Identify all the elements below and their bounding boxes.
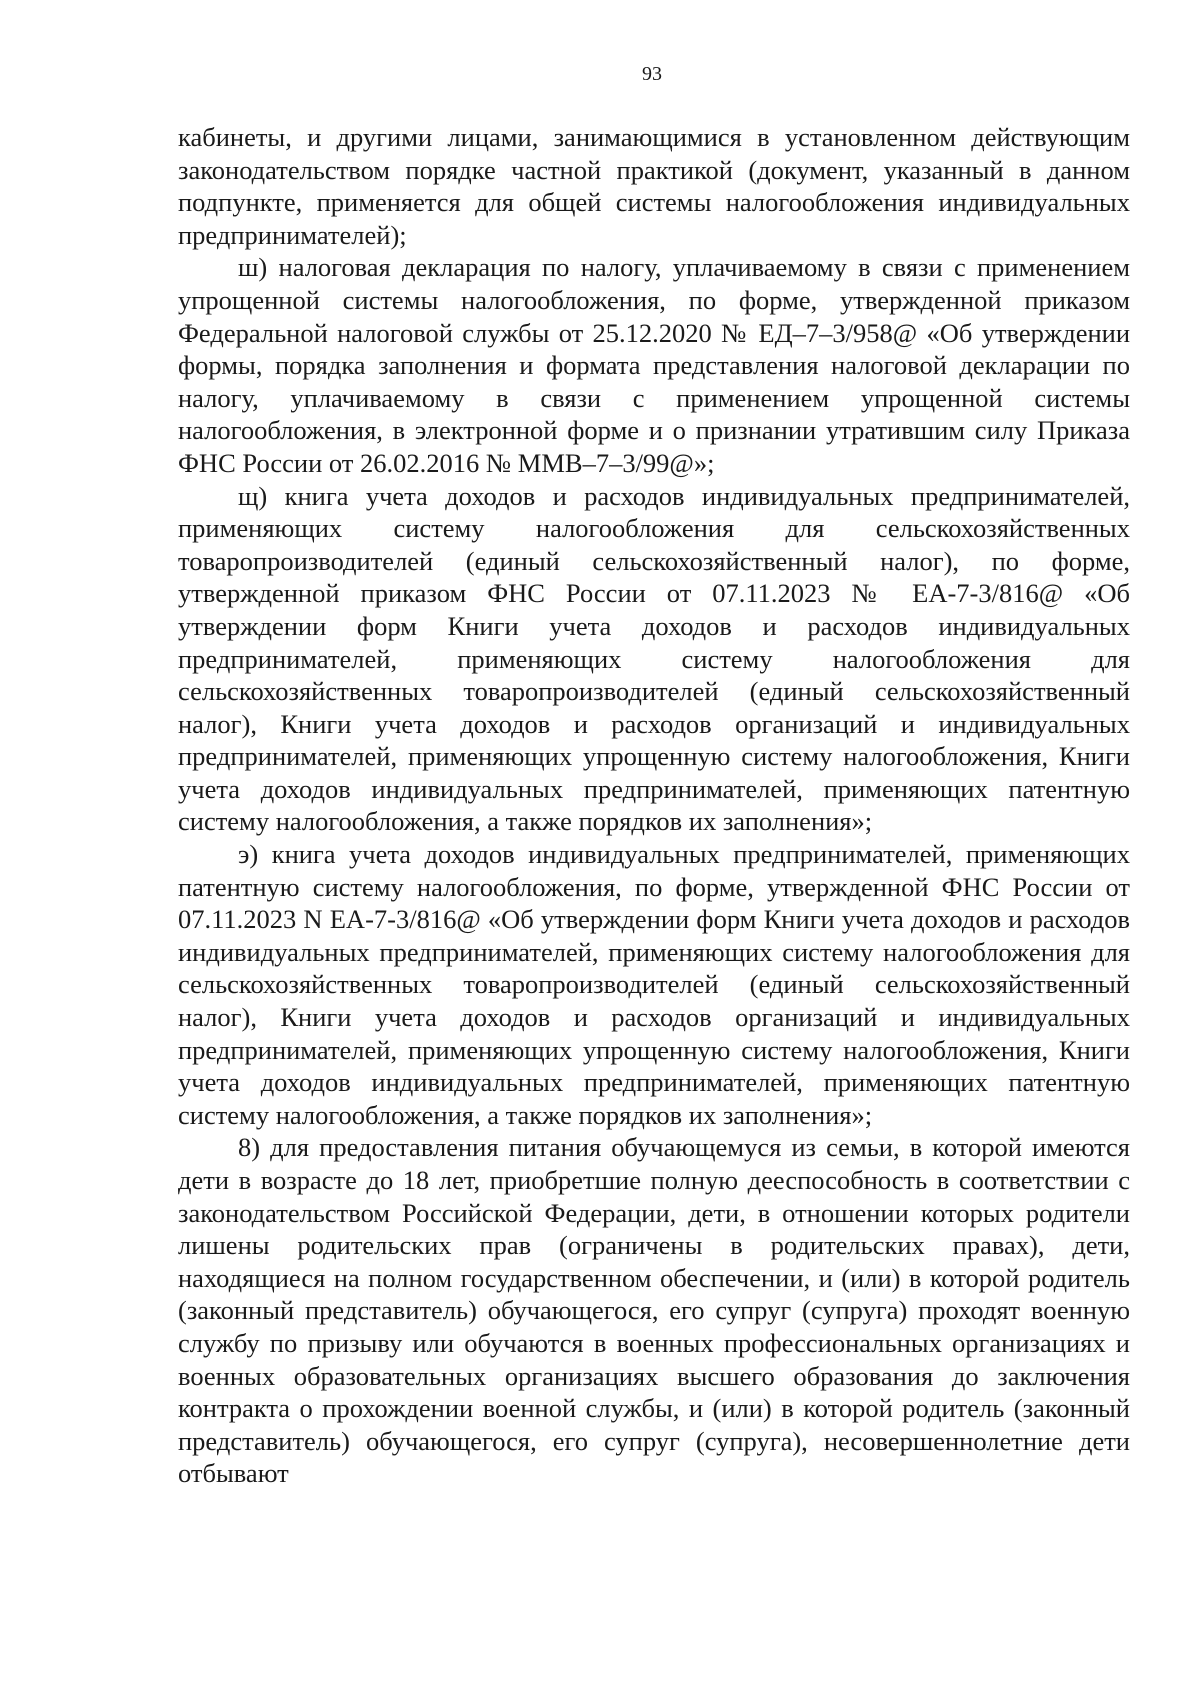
- page-number: 93: [642, 63, 662, 85]
- paragraph-item-8: 8) для предоставления питания обучающемуся из семьи, в которой имеются дети в возрасте до 18 лет, приобретшие полную дееспособность в соответствии с законодательством Российской Федерации, дети, в отношении которых родители лишены родительских прав (ограничены в родительских правах), дети, находящиеся на полном государственном обеспечении, и (или) в которой родитель (законный представитель) обучающегося, его супруг (супруга) проходят военную службу по призыву или обучаются в военных профессиональных организациях и военных образовательных организациях высшего образования до заключения контракта о прохождении военной службы, и (или) в которой родитель (законный представитель) обучающегося, его супруг (супруга), несовершеннолетние дети отбывают: [178, 1132, 1130, 1489]
- paragraph-subitem-shch: щ) книга учета доходов и расходов индивидуальных предпринимателей, применяющих систему налогообложения для сельскохозяйственных товаропроизводителей (единый сельскохозяйственный налог), по форме, утвержденной приказом ФНС России от 07.11.2023 № ЕА-7-3/816@ «Об утверждении форм Книги учета доходов и расходов индивидуальных предпринимателей, применяющих систему налогообложения для сельскохозяйственных товаропроизводителей (единый сельскохозяйственный налог), Книги учета доходов и расходов организаций и индивидуальных предпринимателей, применяющих упрощенную систему налогообложения, Книги учета доходов индивидуальных предпринимателей, применяющих патентную систему налогообложения, а также порядков их заполнения»;: [178, 480, 1130, 837]
- paragraph-subitem-sh: ш) налоговая декларация по налогу, уплачиваемому в связи с применением упрощенной системы налогообложения, по форме, утвержденной приказом Федеральной налоговой службы от 25.12.2020 № ЕД–7–3/958@ «Об утверждении формы, порядка заполнения и формата представления налоговой декларации по налогу, уплачиваемому в связи с применением упрощенной системы налогообложения, в электронной форме и о признании утратившим силу Приказа ФНС России от 26.02.2016 № ММВ–7–3/99@»;: [178, 252, 1130, 478]
- document-body: [178, 121, 1130, 1490]
- paragraph-subitem-e: э) книга учета доходов индивидуальных предпринимателей, применяющих патентную систему налогообложения, по форме, утвержденной ФНС России от 07.11.2023 N ЕА-7-3/816@ «Об утверждении форм Книги учета доходов и расходов индивидуальных предпринимателей, применяющих систему налогообложения для сельскохозяйственных товаропроизводителей (единый сельскохозяйственный налог), Книги учета доходов и расходов организаций и индивидуальных предпринимателей, применяющих упрощенную систему налогообложения, Книги учета доходов индивидуальных предпринимателей, применяющих патентную систему налогообложения, а также порядков их заполнения»;: [178, 839, 1130, 1130]
- paragraph-continuation: кабинеты, и другими лицами, занимающимися в установленном действующим законодательством порядке частной практикой (документ, указанный в данном подпункте, применяется для общей системы налогообложения индивидуальных предпринимателей);: [178, 122, 1130, 250]
